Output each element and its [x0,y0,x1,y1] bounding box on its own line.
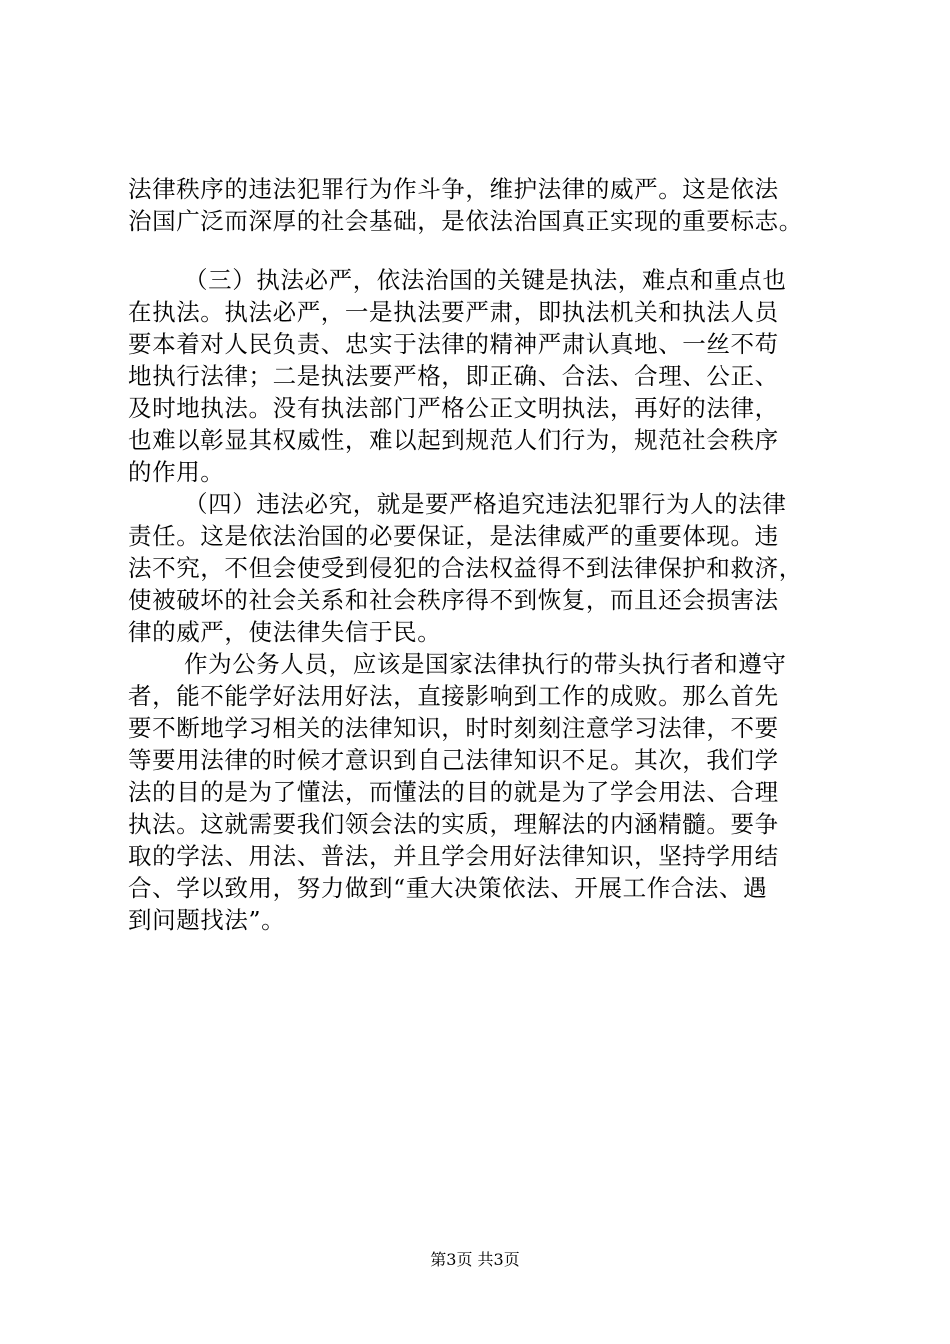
paragraph-line: 到问题找法”。 [128,906,286,934]
page-number-footer: 第3页 共3页 [430,1250,520,1269]
paragraph-line: 取的学法、用法、普法，并且学会用好法律知识，坚持学用结 [128,842,779,870]
paragraph-line: 治国广泛而深厚的社会基础，是依法治国真正实现的重要标志。 [128,207,803,235]
paragraph-line: 地执行法律；二是执法要严格，即正确、合法、合理、公正、 [128,362,779,390]
paragraph-line: 的作用。 [128,458,225,486]
paragraph-line: 等要用法律的时候才意识到自己法律知识不足。其次，我们学 [128,746,779,774]
paragraph-line: 在执法。执法必严，一是执法要严肃，即执法机关和执法人员 [128,298,779,326]
paragraph-line: （四）违法必究，就是要严格追究违法犯罪行为人的法律 [184,490,787,518]
paragraph-line: （三）执法必严，依法治国的关键是执法，难点和重点也 [184,266,787,294]
paragraph-line: 律的威严，使法律失信于民。 [128,618,442,646]
paragraph-line: 要不断地学习相关的法律知识，时时刻刻注意学习法律，不要 [128,714,779,742]
paragraph-line: 使被破坏的社会关系和社会秩序得不到恢复，而且还会损害法 [128,586,779,614]
paragraph-line: 及时地执法。没有执法部门严格公正文明执法，再好的法律， [128,394,779,422]
paragraph-line: 作为公务人员，应该是国家法律执行的带头执行者和遵守 [184,650,787,678]
paragraph-line: 法律秩序的违法犯罪行为作斗争，维护法律的威严。这是依法 [128,175,779,203]
paragraph-line: 合、学以致用，努力做到“重大决策依法、开展工作合法、遇 [128,874,768,902]
paragraph-line: 法的目的是为了懂法，而懂法的目的就是为了学会用法、合理 [128,778,779,806]
paragraph-line: 执法。这就需要我们领会法的实质，理解法的内涵精髓。要争 [128,810,779,838]
paragraph-line: 者，能不能学好法用好法，直接影响到工作的成败。那么首先 [128,682,779,710]
paragraph-line: 法不究，不但会使受到侵犯的合法权益得不到法律保护和救济， [128,554,803,582]
paragraph-line: 也难以彰显其权威性，难以起到规范人们行为，规范社会秩序 [128,426,779,454]
paragraph-line: 要本着对人民负责、忠实于法律的精神严肃认真地、一丝不苟 [128,330,779,358]
paragraph-line: 责任。这是依法治国的必要保证，是法律威严的重要体现。违 [128,522,779,550]
